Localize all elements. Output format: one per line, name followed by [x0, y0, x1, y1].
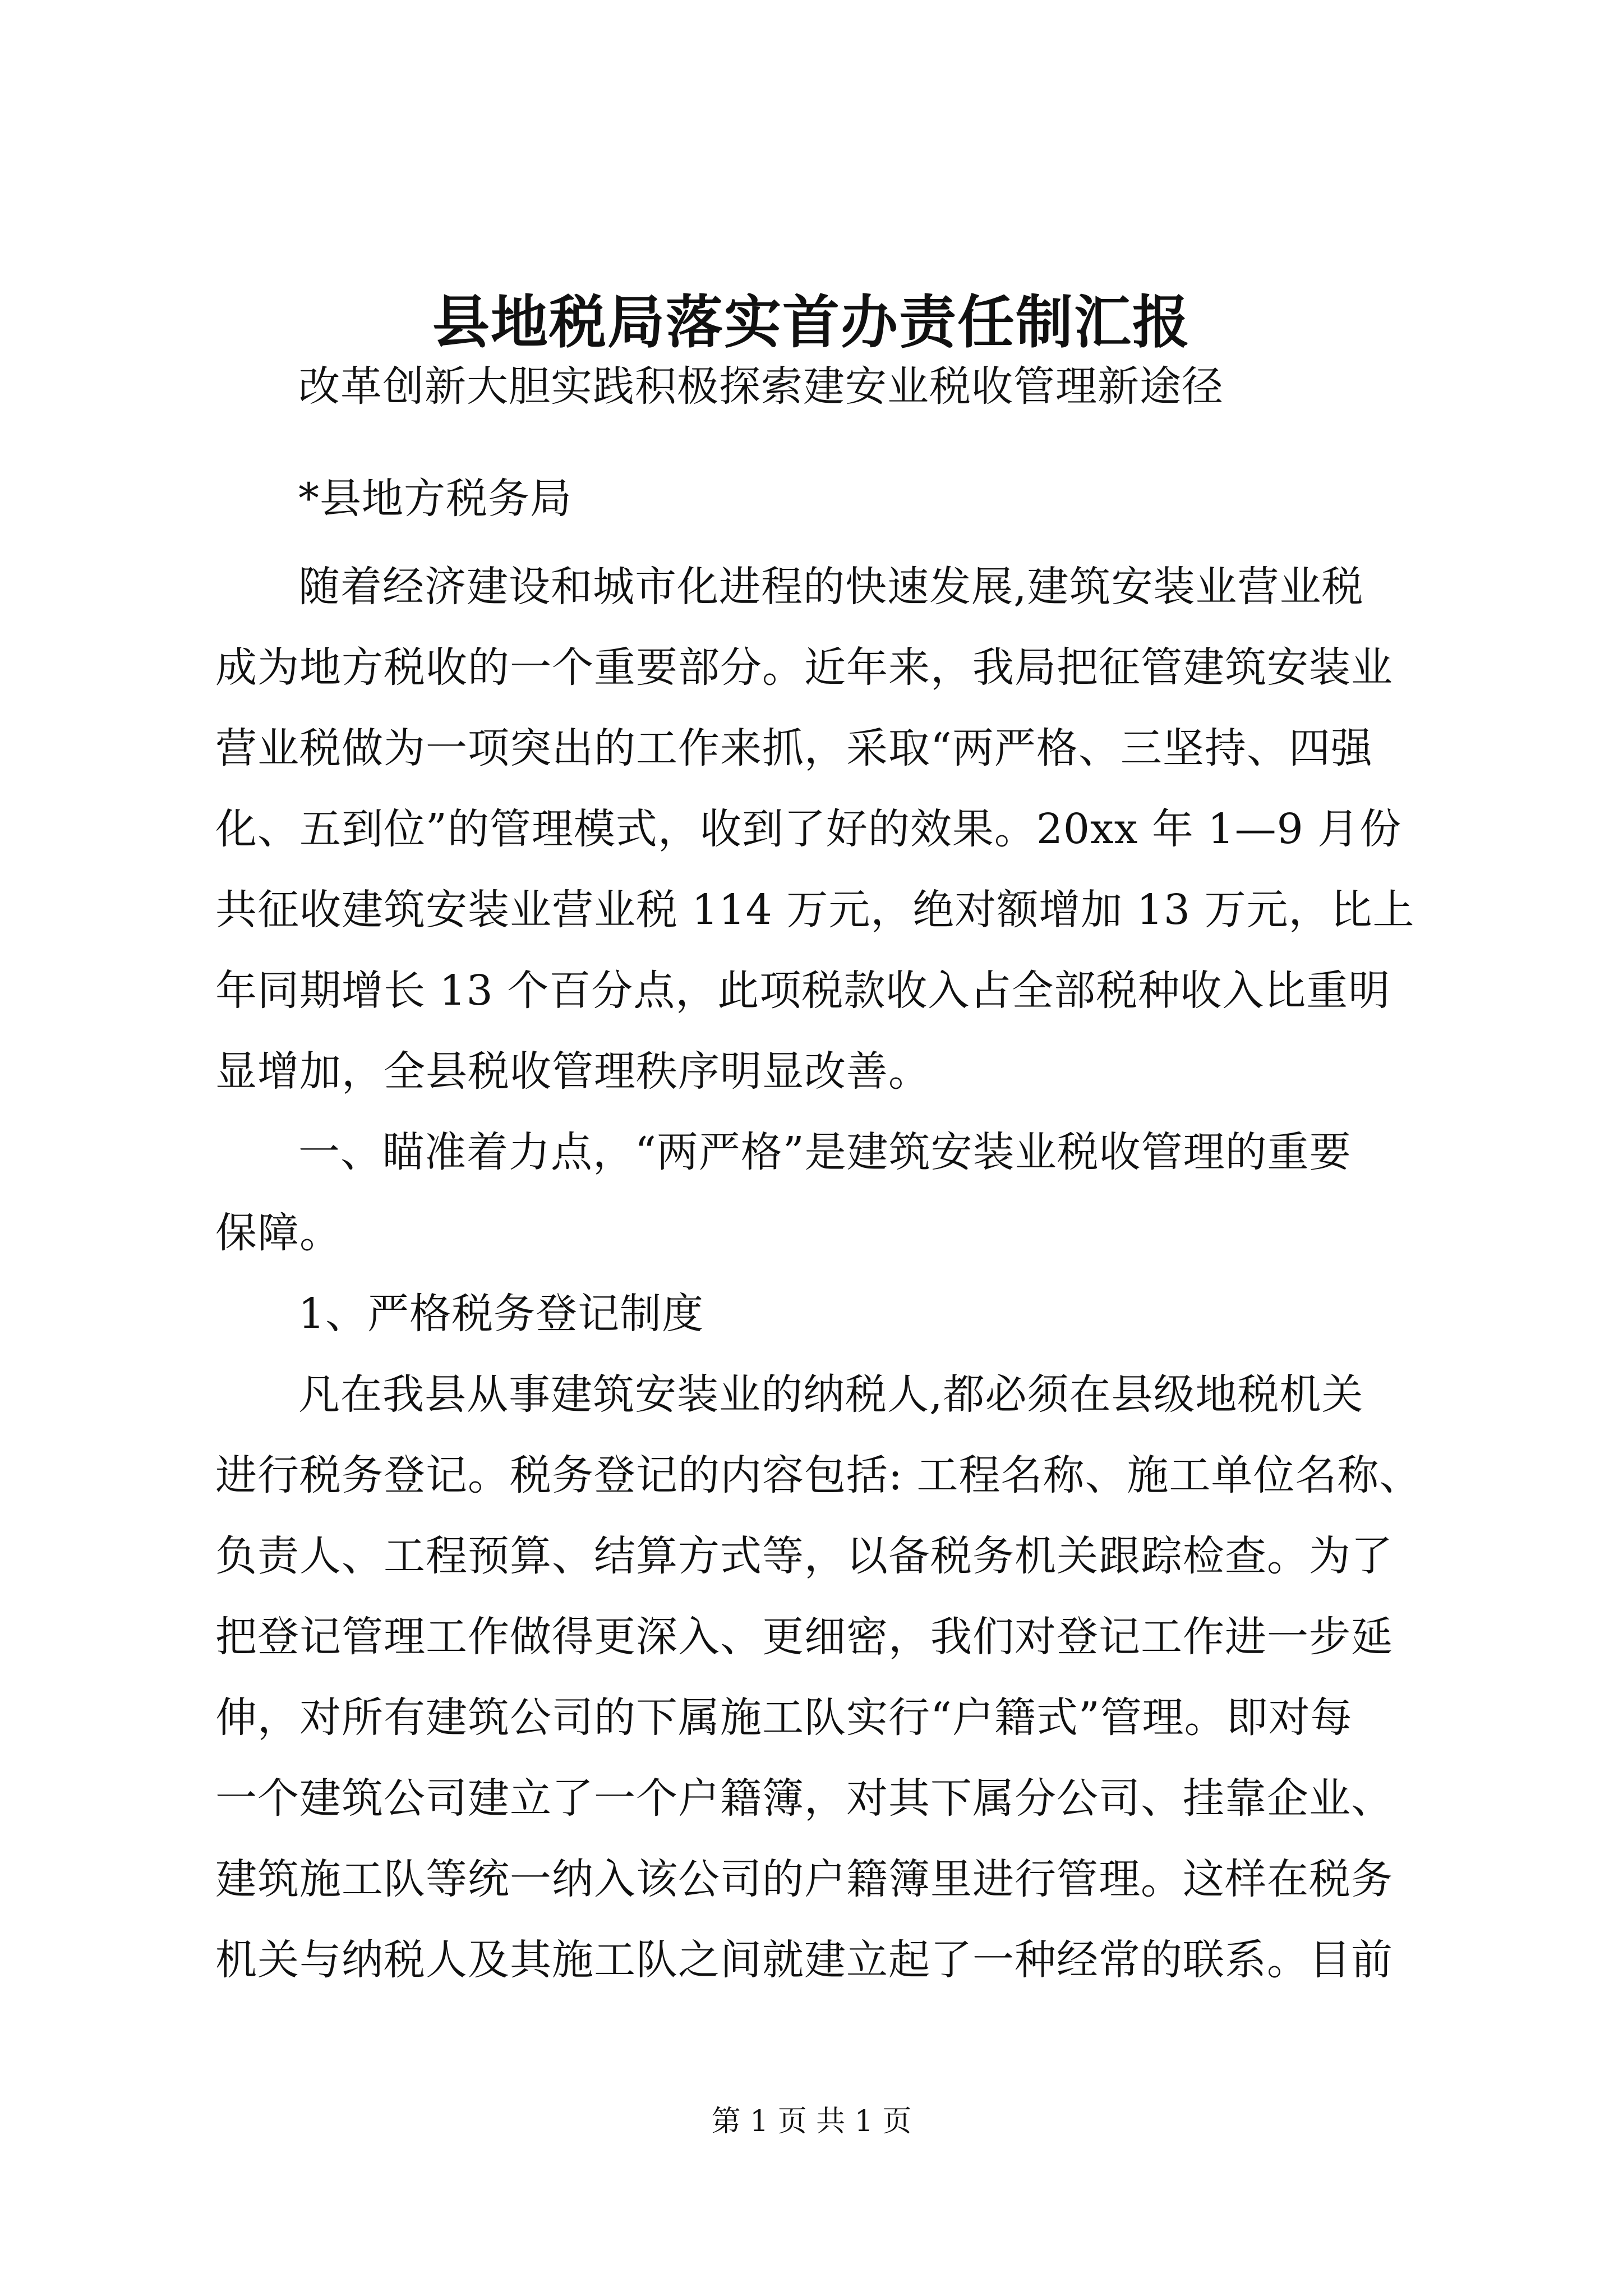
- paragraph-line: 随着经济建设和城市化进程的快速发展,建筑安装业营业税: [298, 563, 1364, 611]
- paragraph-line: 年同期增长 13 个百分点，此项税款收入占全部税种收入比重明: [215, 967, 1391, 1015]
- paragraph-line: 负责人、工程预算、结算方式等，以备税务机关跟踪检查。为了: [215, 1532, 1393, 1580]
- paragraph-line: 化、五到位”的管理模式，收到了好的效果。20xx 年 1—9 月份: [215, 805, 1402, 853]
- paragraph-line: 显增加，全县税收管理秩序明显改善。: [215, 1047, 930, 1096]
- paragraph-line: 凡在我县从事建筑安装业的纳税人,都必须在县级地税机关: [298, 1370, 1364, 1419]
- paragraph-line: 建筑施工队等统一纳入该公司的户籍簿里进行管理。这样在税务: [215, 1855, 1393, 1903]
- author-line: *县地方税务局: [298, 475, 572, 523]
- subsection-heading: 1、严格税务登记制度: [298, 1290, 704, 1338]
- subtitle-line: 改革创新大胆实践积极探索建安业税收管理新途径: [298, 362, 1224, 411]
- paragraph-line: 一个建筑公司建立了一个户籍簿，对其下属分公司、挂靠企业、: [215, 1774, 1393, 1823]
- paragraph-line: 共征收建筑安装业营业税 114 万元，绝对额增加 13 万元，比上: [215, 886, 1415, 934]
- paragraph-line: 进行税务登记。税务登记的内容包括: 工程名称、施工单位名称、: [215, 1451, 1422, 1499]
- section-heading-line: 一、瞄准着力点，“两严格”是建筑安装业税收管理的重要: [298, 1128, 1352, 1176]
- page-number-footer: 第 1 页 共 1 页: [711, 2105, 912, 2138]
- paragraph-line: 机关与纳税人及其施工队之间就建立起了一种经常的联系。目前: [215, 1936, 1393, 1984]
- paragraph-line: 伸，对所有建筑公司的下属施工队实行“户籍式”管理。即对每: [215, 1694, 1353, 1742]
- paragraph-line: 把登记管理工作做得更深入、更细密，我们对登记工作进一步延: [215, 1613, 1393, 1661]
- paragraph-line: 营业税做为一项突出的工作来抓，采取“两严格、三坚持、四强: [215, 724, 1373, 772]
- paragraph-line: 成为地方税收的一个重要部分。近年来，我局把征管建筑安装业: [215, 643, 1393, 692]
- section-heading-line: 保障。: [215, 1209, 342, 1257]
- document-title: 县地税局落实首办责任制汇报: [432, 289, 1191, 356]
